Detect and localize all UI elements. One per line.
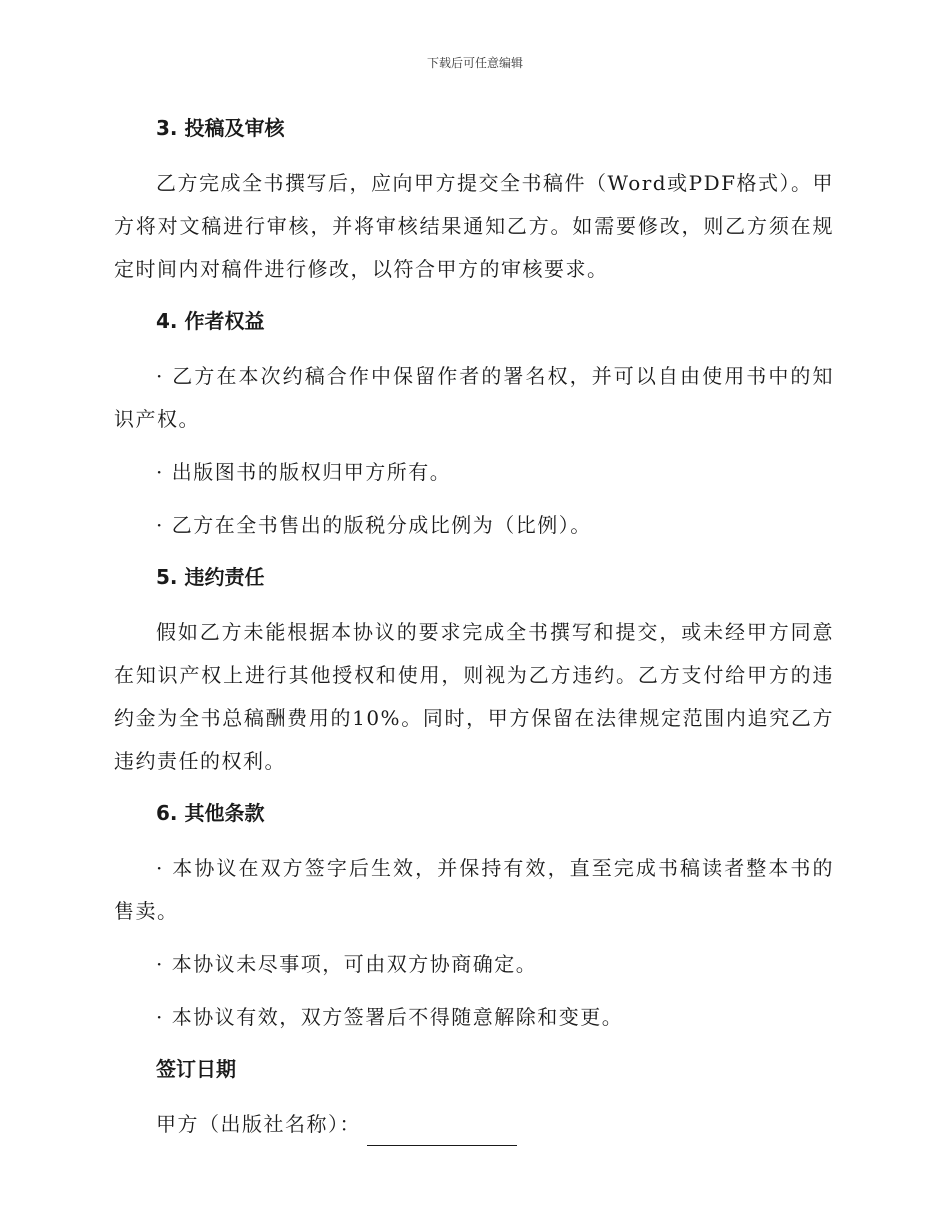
section-heading: 3. 投稿及审核 <box>156 116 285 140</box>
section-author-rights <box>114 301 834 547</box>
section-heading: 6. 其他条款 <box>156 801 265 825</box>
bullet-paragraph: · 乙方在本次约稿合作中保留作者的署名权，并可以自由使用书中的知识产权。 <box>114 364 834 431</box>
paragraph: 乙方完成全书撰写后，应向甲方提交全书稿件（Word或PDF格式）。甲方将对文稿进行审核，并将审核结果通知乙方。如需要修改，则乙方须在规定时间内对稿件进行修改，以符合甲方的审核要求。 <box>114 171 834 281</box>
section-heading: 5. 违约责任 <box>156 565 265 589</box>
signature-blank[interactable] <box>367 1121 517 1146</box>
signature-heading: 签订日期 <box>156 1057 236 1081</box>
signature-section <box>114 1049 834 1146</box>
section-breach-liability <box>114 557 834 783</box>
bullet-paragraph: · 乙方在全书售出的版税分成比例为（比例）。 <box>156 513 592 537</box>
section-heading: 4. 作者权益 <box>156 309 265 333</box>
bullet-paragraph: · 本协议未尽事项，可由双方协商确定。 <box>156 952 538 976</box>
bullet-paragraph: · 出版图书的版权归甲方所有。 <box>156 460 452 484</box>
bullet-paragraph: · 本协议有效，双方签署后不得随意解除和变更。 <box>156 1005 624 1029</box>
bullet-paragraph: · 本协议在双方签字后生效，并保持有效，直至完成书稿读者整本书的售卖。 <box>114 856 834 923</box>
party-a-line <box>114 1103 834 1146</box>
document-body <box>114 108 834 1156</box>
section-other-terms <box>114 793 834 1039</box>
paragraph: 假如乙方未能根据本协议的要求完成全书撰写和提交，或未经甲方同意在知识产权上进行其他授权和使用，则视为乙方违约。乙方支付给甲方的违约金为全书总稿酬费用的10%。同时，甲方保留在法律规定范围内追究乙方违约责任的权利。 <box>114 620 834 773</box>
party-a-label: 甲方（出版社名称）： <box>156 1112 361 1136</box>
section-submission <box>114 108 834 291</box>
page-header: 下载后可任意编辑 <box>426 56 523 70</box>
